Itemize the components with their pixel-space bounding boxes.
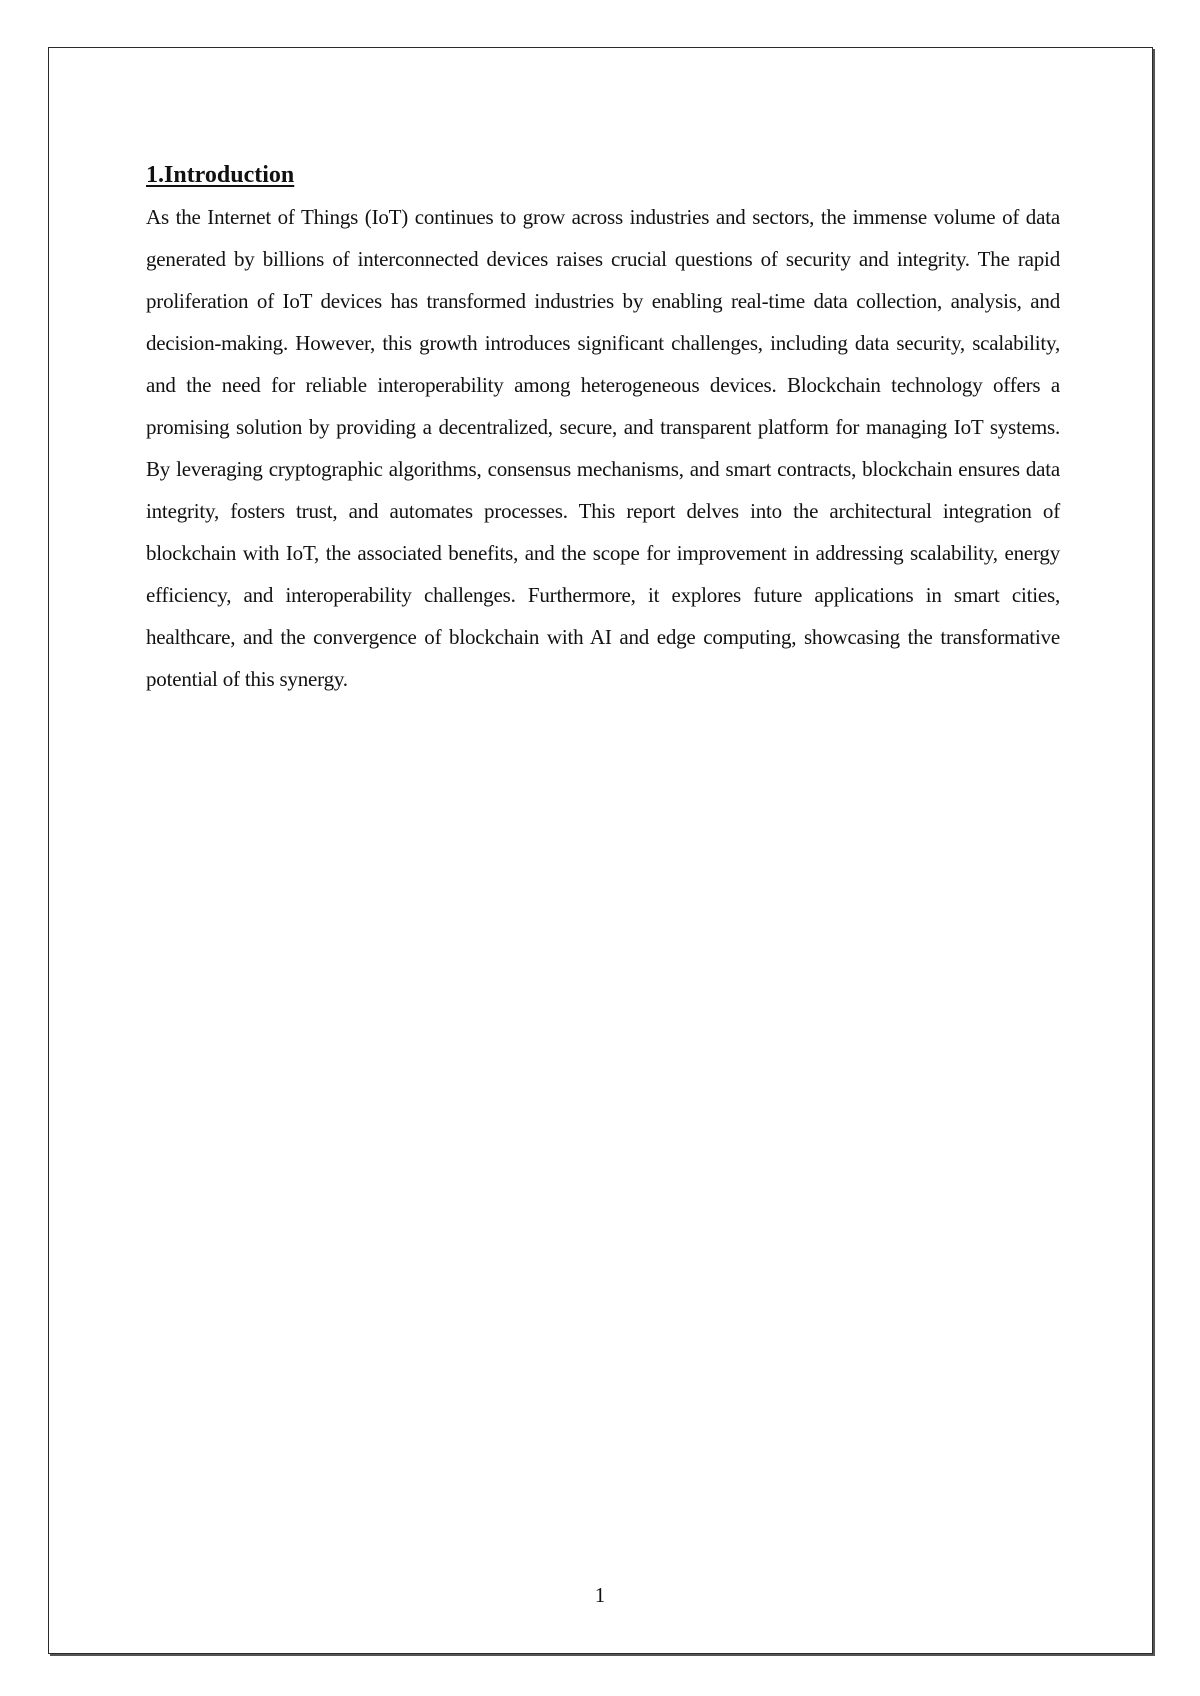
introduction-paragraph: As the Internet of Things (IoT) continues to grow across industries and sectors, the immense volume of data generated by billions of interconnected devices raises crucial questions of security and integrity. The rapid proliferation of IoT devices has transformed industries by enabling real-time data collection, analysis, and decision-making. However, this growth introduces significant challenges, including data security, scalability, and the need for reliable interoperability among heterogeneous devices. Blockchain technology offers a promising solution by providing a decentralized, secure, and transparent platform for managing IoT systems. By leveraging cryptographic algorithms, consensus mechanisms, and smart contracts, blockchain ensures data integrity, fosters trust, and automates processes. This report delves into the architectural integration of blockchain with IoT, the associated benefits, and the scope for improvement in addressing scalability, energy efficiency, and interoperability challenges. Furthermore, it explores future applications in smart cities, healthcare, and the convergence of blockchain with AI and edge computing, showcasing the transformative potential of this synergy. <box>146 205 1060 691</box>
page-content <box>146 160 1060 700</box>
section-heading: 1.Introduction <box>146 162 295 188</box>
page-number: 1 <box>594 1583 606 1607</box>
